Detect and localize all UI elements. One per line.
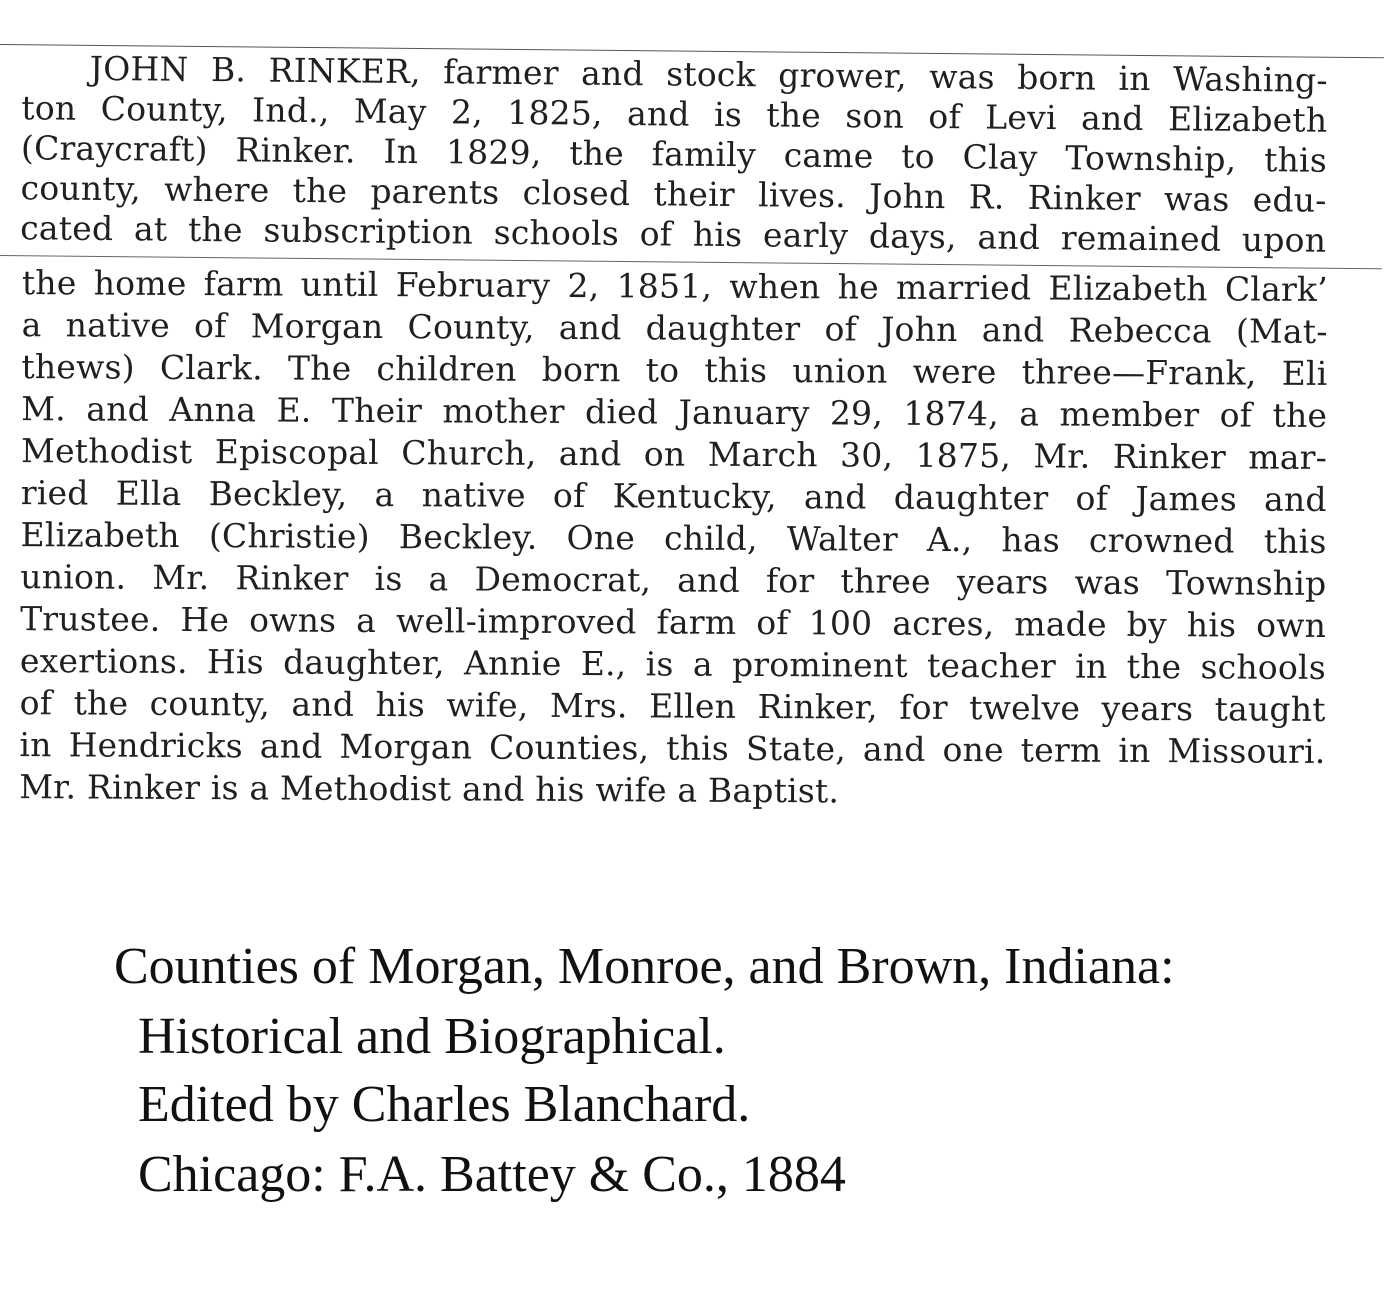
text-line: exertions. His daughter, Annie E., is a prominent teacher in the schools [19,641,1326,687]
text-line: cated at the subscription schools of his early days, and remained upon [20,208,1327,260]
text-line: county, where the parents closed their lives. John R. Rinker was edu- [20,168,1327,220]
text-line: Elizabeth (Christie) Beckley. One child, Walter A., has crowned this [20,515,1327,561]
text-line: a native of Morgan County, and daughter of John and Rebecca (Mat- [21,305,1328,351]
text-line: (Craycraft) Rinker. In 1829, the family came to Clay Township, this [20,128,1328,180]
text-line: ton County, Ind., May 2, 1825, and is the son of Levi and Elizabeth [21,88,1328,140]
text-line: of the county, and his wife, Mrs. Ellen Rinker, for twelve years taught [19,683,1326,729]
text-line: Methodist Episcopal Church, and on March 30, 1875, Mr. Rinker mar- [20,431,1328,477]
text-line: in Hendricks and Morgan Counties, this State, and one term in Missouri. [19,725,1326,771]
citation-subtitle: Historical and Biographical. [138,1008,726,1065]
text-line: union. Mr. Rinker is a Democrat, and for three years was Township [20,557,1327,603]
text-line: the home farm until February 2, 1851, when he married Elizabeth Clark’ [21,263,1328,309]
citation-editor: Edited by Charles Blanchard. [138,1076,751,1133]
clipping-lower-strip [0,262,1384,829]
text-line: ried Ella Beckley, a native of Kentucky, and daughter of James and [20,473,1327,519]
text-line: Mr. Rinker is a Methodist and his wife a Baptist. [19,767,840,811]
text-line: thews) Clark. The children born to this union were three—Frank, Eli [21,347,1328,393]
text-line: Trustee. He owns a well-improved farm of 100 acres, made by his own [20,599,1327,645]
citation-publisher: Chicago: F.A. Battey & Co., 1884 [138,1146,846,1203]
text-line: M. and Anna E. Their mother died January 29, 1874, a member of the [21,389,1328,435]
citation-title: Counties of Morgan, Monroe, and Brown, Indiana: [114,938,1175,995]
clipping-upper-strip [0,44,1384,269]
text-line: JOHN B. RINKER, farmer and stock grower, was born in Washing- [89,48,1328,100]
